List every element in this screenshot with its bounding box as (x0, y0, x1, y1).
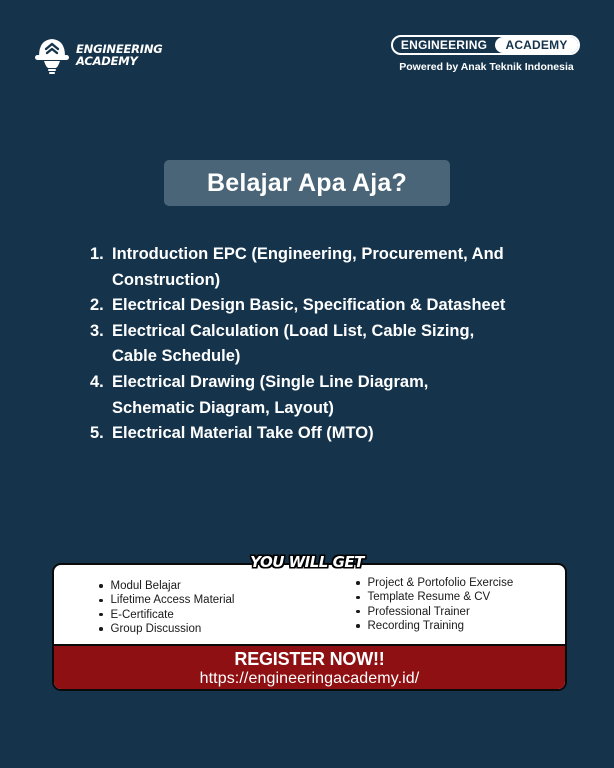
topic-text (112, 370, 550, 421)
logo-line-1: ENGINEERING (76, 42, 163, 56)
benefit-item (356, 619, 513, 633)
topic-number: 4. (90, 372, 104, 391)
register-link[interactable]: https://engineeringacademy.id/ (199, 670, 420, 687)
topic-item (90, 319, 550, 370)
badge-left-text: ENGINEERING (400, 38, 488, 52)
topic-item (90, 370, 550, 421)
logo-text (76, 43, 163, 67)
benefits-list-right (356, 576, 513, 633)
topic-item (90, 293, 550, 319)
topic-item (90, 421, 550, 447)
topic-text (112, 319, 550, 370)
benefit-item (99, 579, 235, 593)
bullet-icon (356, 581, 360, 585)
benefits-card (52, 563, 567, 691)
topic-line: Cable Schedule) (112, 347, 241, 366)
topic-line: Introduction EPC (Engineering, Procurement, And (112, 245, 504, 263)
benefits-panel (54, 565, 565, 644)
bullet-icon (99, 613, 103, 617)
topic-line: Schematic Diagram, Layout) (112, 398, 334, 417)
bullet-icon (356, 610, 360, 614)
topic-line: Electrical Drawing (Single Line Diagram, (112, 372, 429, 391)
benefit-item (356, 590, 513, 604)
topic-line: Electrical Calculation (Load List, Cable Sizing, (112, 321, 475, 340)
benefit-item (99, 622, 235, 636)
topic-item (90, 242, 550, 293)
topic-line: Construction) (112, 270, 221, 289)
register-button[interactable]: REGISTER NOW!! (234, 649, 385, 669)
page-title: Belajar Apa Aja? (206, 168, 408, 197)
brand-logo (32, 34, 163, 76)
topic-text (112, 293, 550, 319)
benefit-text: Modul Belajar (110, 580, 181, 592)
benefit-text: Recording Training (367, 619, 465, 632)
topic-number: 2. (90, 296, 104, 315)
bullet-icon (99, 599, 103, 603)
topic-line: Electrical Design Basic, Specification & Datasheet (112, 296, 506, 315)
topic-list (90, 242, 550, 447)
benefit-item (99, 608, 235, 622)
benefit-text: Lifetime Access Material (110, 594, 235, 607)
topic-text (112, 242, 550, 293)
topic-number: 1. (90, 245, 104, 263)
topic-line: Electrical Material Take Off (MTO) (112, 424, 374, 443)
logo-line-2: ACADEMY (76, 54, 138, 68)
benefit-item (356, 605, 513, 619)
benefit-text: Group Discussion (110, 622, 202, 635)
bullet-icon (99, 627, 103, 631)
benefits-list-left (99, 579, 235, 636)
benefit-item (356, 576, 513, 590)
benefit-text: Professional Trainer (367, 605, 470, 618)
benefit-text: Project & Portofolio Exercise (367, 577, 514, 589)
brand-badge (391, 35, 580, 55)
topic-text (112, 421, 550, 447)
register-banner[interactable] (54, 644, 565, 691)
title-box (164, 160, 450, 206)
benefit-text: E-Certificate (110, 608, 174, 621)
benefit-text: Template Resume & CV (367, 591, 491, 604)
badge-right-text: ACADEMY (495, 37, 578, 53)
benefit-item (99, 593, 235, 607)
topic-number: 3. (90, 321, 104, 340)
hard-hat-lightbulb-icon (32, 34, 72, 76)
bullet-icon (356, 624, 360, 628)
powered-by: Powered by Anak Teknik Indonesia (399, 61, 574, 73)
bullet-icon (356, 596, 360, 600)
topic-number: 5. (90, 424, 104, 443)
bullet-icon (99, 584, 103, 588)
benefits-heading: YOU WILL GET (250, 553, 364, 571)
